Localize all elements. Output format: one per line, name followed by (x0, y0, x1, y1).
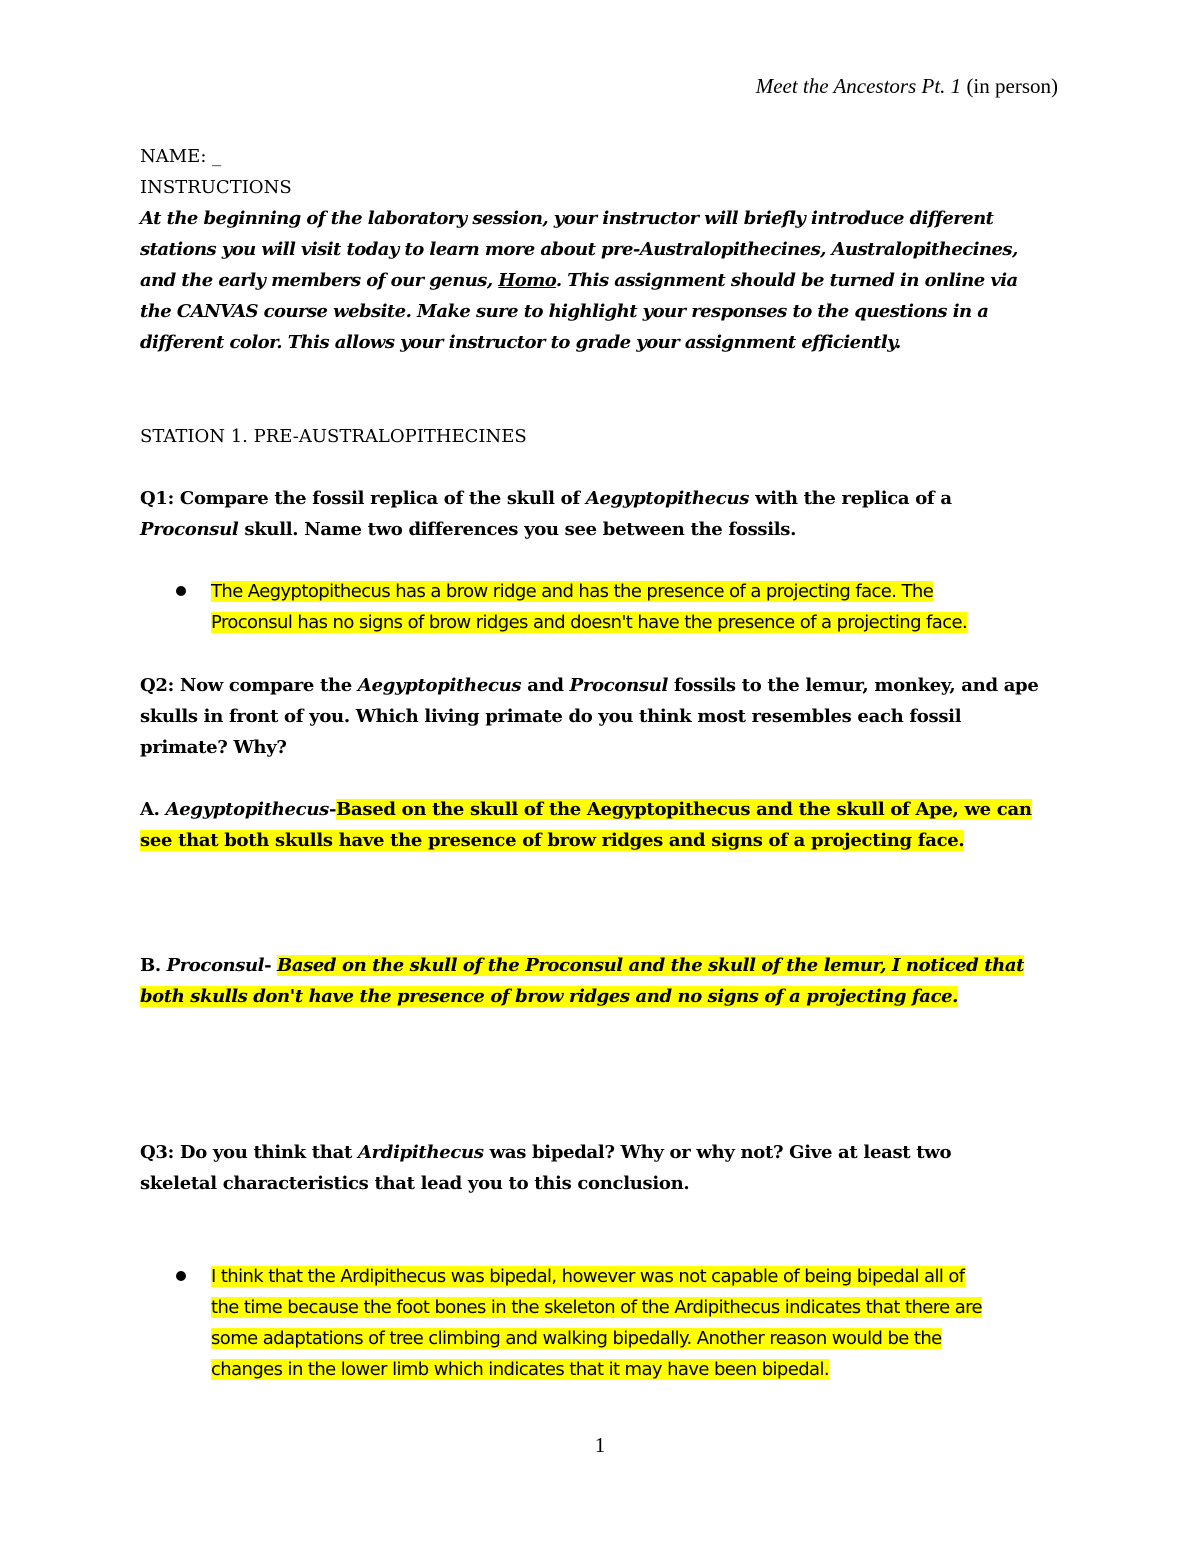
name-line: NAME: _ (140, 146, 222, 167)
q1-answer-line-1: The Aegyptopithecus has a brow ridge and has the presence of a projecting face. The (211, 581, 934, 602)
q1-line-1a: Q1: Compare the fossil replica of the skull of (140, 488, 586, 509)
instructions-line-1: At the beginning of the laboratory session, your instructor will briefly introduce different (140, 208, 994, 229)
q3-line-2: skeletal characteristics that lead you to this conclusion. (140, 1173, 690, 1194)
q1-taxon-proconsul: Proconsul (140, 519, 239, 540)
q3-answer (211, 1261, 982, 1385)
q3-line-1b: was bipedal? Why or why not? Give at least two (483, 1142, 952, 1163)
answer-b-text-1: Based on the skull of the Proconsul and the skull of the lemur, I noticed that (277, 955, 1025, 976)
station-1-heading: STATION 1. PRE-AUSTRALOPITHECINES (140, 426, 527, 447)
answer-a-text-1: Based on the skull of the Aegyptopithecus and the skull of Ape, we can (336, 799, 1032, 820)
q2-answer-b (140, 950, 1024, 1012)
q2-answer-b-line-1 (140, 950, 1024, 981)
answer-a-label: A. (140, 799, 166, 820)
q1-line-1 (140, 483, 952, 514)
q3-answer-line-2: the time because the foot bones in the skeleton of the Ardipithecus indicates that there are (211, 1297, 983, 1318)
q2-answer-a (140, 794, 1032, 856)
q2-and: and (521, 675, 570, 696)
genus-homo: Homo (498, 270, 556, 291)
q3-answer-line-4: changes in the lower limb which indicates that it may have been bipedal. (211, 1359, 829, 1380)
question-2 (140, 670, 1039, 763)
question-1 (140, 483, 952, 545)
answer-a-taxon: Aegyptopithecus (165, 799, 329, 820)
answer-b-dash: - (264, 955, 278, 976)
header-subtitle: (in person) (961, 74, 1058, 98)
instructions-body (140, 203, 1018, 358)
q1-answer-line-2: Proconsul has no signs of brow ridges and doesn't have the presence of a projecting face. (211, 612, 968, 633)
q2-line-1 (140, 670, 1039, 701)
q3-taxon-ardipithecus: Ardipithecus (357, 1142, 484, 1163)
q2-line-1b: fossils to the lemur, monkey, and ape (668, 675, 1039, 696)
answer-b-text-2: both skulls don't have the presence of brow ridges and no signs of a projecting face. (140, 986, 959, 1007)
q3-answer-bullet (176, 1271, 186, 1281)
q3-line-1 (140, 1137, 951, 1168)
q3-answer-line-1: I think that the Ardipithecus was bipedal, however was not capable of being bipedal all of (211, 1266, 965, 1287)
q2-taxon-proconsul: Proconsul (569, 675, 669, 696)
header-title: Meet the Ancestors Pt. 1 (755, 74, 962, 98)
q1-taxon-aegyptopithecus: Aegyptopithecus (585, 488, 750, 509)
q2-line-2: skulls in front of you. Which living primate do you think most resembles each fossil (140, 706, 962, 727)
q1-line-2 (140, 514, 952, 545)
instructions-line-2: stations you will visit today to learn more about pre-Australopithecines, Australopithecines, (140, 239, 1018, 260)
q2-answer-a-line-1 (140, 794, 1032, 825)
q1-answer (211, 576, 967, 638)
answer-a-text-2: see that both skulls have the presence of brow ridges and signs of a projecting face. (140, 830, 965, 851)
q3-line-1a: Q3: Do you think that (140, 1142, 358, 1163)
q1-line-2b: skull. Name two differences you see between the fossils. (238, 519, 797, 540)
question-3 (140, 1137, 951, 1199)
instructions-line-3 (140, 265, 1018, 296)
answer-b-taxon: Proconsul (166, 955, 265, 976)
instructions-line-5: different color. This allows your instructor to grade your assignment efficiently. (140, 332, 901, 353)
answer-a-dash: - (328, 799, 337, 820)
q1-line-1b: with the replica of a (749, 488, 952, 509)
instructions-line-3b: . This assignment should be turned in online via (555, 270, 1018, 291)
page-number: 1 (594, 1433, 606, 1457)
page-header (756, 72, 1058, 100)
instructions-line-4: the CANVAS course website. Make sure to highlight your responses to the questions in a (140, 301, 989, 322)
q1-answer-bullet (176, 586, 186, 596)
q3-answer-line-3: some adaptations of tree climbing and walking bipedally. Another reason would be the (211, 1328, 942, 1349)
q2-taxon-aegyptopithecus: Aegyptopithecus (357, 675, 522, 696)
instructions-line-3a: and the early members of our genus, (140, 270, 499, 291)
q2-line-1a: Q2: Now compare the (140, 675, 358, 696)
q2-line-3: primate? Why? (140, 737, 287, 758)
instructions-heading: INSTRUCTIONS (140, 177, 292, 198)
answer-b-label: B. (140, 955, 167, 976)
